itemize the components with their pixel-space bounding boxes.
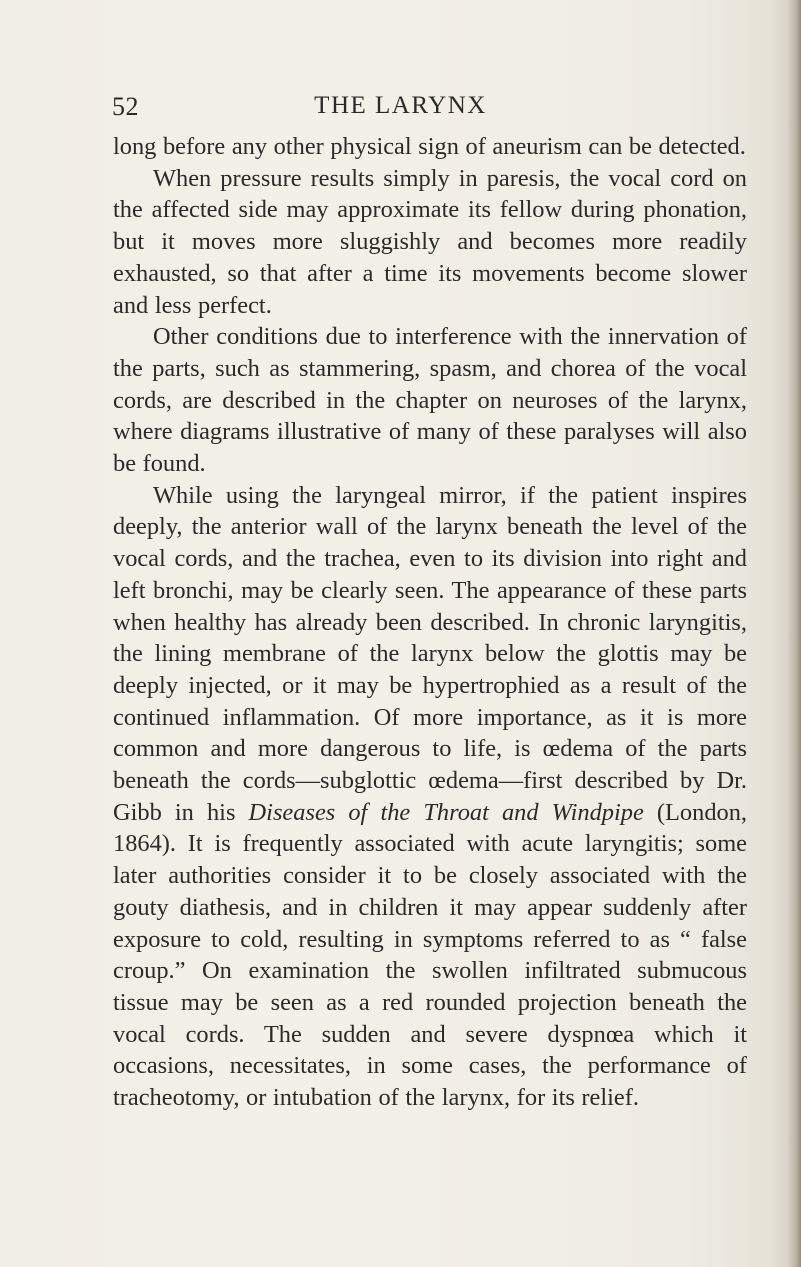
- paragraph-continuation: long before any other physical sign of aneurism can be detected.: [113, 133, 746, 160]
- paragraph-laryngeal-mirror: [113, 480, 747, 1114]
- paragraph-other-conditions: Other conditions due to interference with the innervation of the parts, such as stammering, spasm, and chorea of the vocal cords, are described in the chapter on neuroses of the larynx, where diagrams illustrative of many of these paralyses will also be found.: [113, 323, 747, 478]
- book-title: Diseases of the Throat and Windpipe: [248, 798, 644, 826]
- paragraph-text-after-title: (London, 1864). It is frequently associated with acute laryngitis; some later authorities consider it to be closely associated with the gouty diathesis, and in children it may appear suddenly after exposure to cold, resulting in symptoms referred to as “ false croup.” On examination the swollen infiltrated submucous tissue may be seen as a red rounded projection beneath the vocal cords. The sudden and severe dyspnœa which it occasions, necessitates, in some cases, the performance of tracheotomy, or intubation of the larynx, for its relief.: [113, 798, 747, 1112]
- page-edge-shadow: [787, 0, 801, 1267]
- running-head: THE LARYNX: [314, 92, 487, 119]
- page-header: [0, 92, 801, 122]
- paragraph-text-before-title: While using the laryngeal mirror, if the patient inspires deeply, the anterior wall of the larynx beneath the level of the vocal cords, and the trachea, even to its division into right and left bronchi, may be clearly seen. The appearance of these parts when healthy has already been described. In chronic laryngitis, the lining membrane of the larynx below the glottis may be deeply injected, or it may be hypertrophied as a result of the continued inflammation. Of more importance, as it is more common and more dangerous to life, is œdema of the parts beneath the cords—subglottic œdema—first described by Dr. Gibb in his: [113, 481, 747, 826]
- body-text: [113, 131, 747, 1114]
- page-number: 52: [112, 92, 139, 121]
- paragraph-paresis: When pressure results simply in paresis, the vocal cord on the affected side may approximate its fellow during phonation, but it moves more sluggishly and becomes more readily exhausted, so that after a time its movements become slower and less perfect.: [113, 164, 747, 319]
